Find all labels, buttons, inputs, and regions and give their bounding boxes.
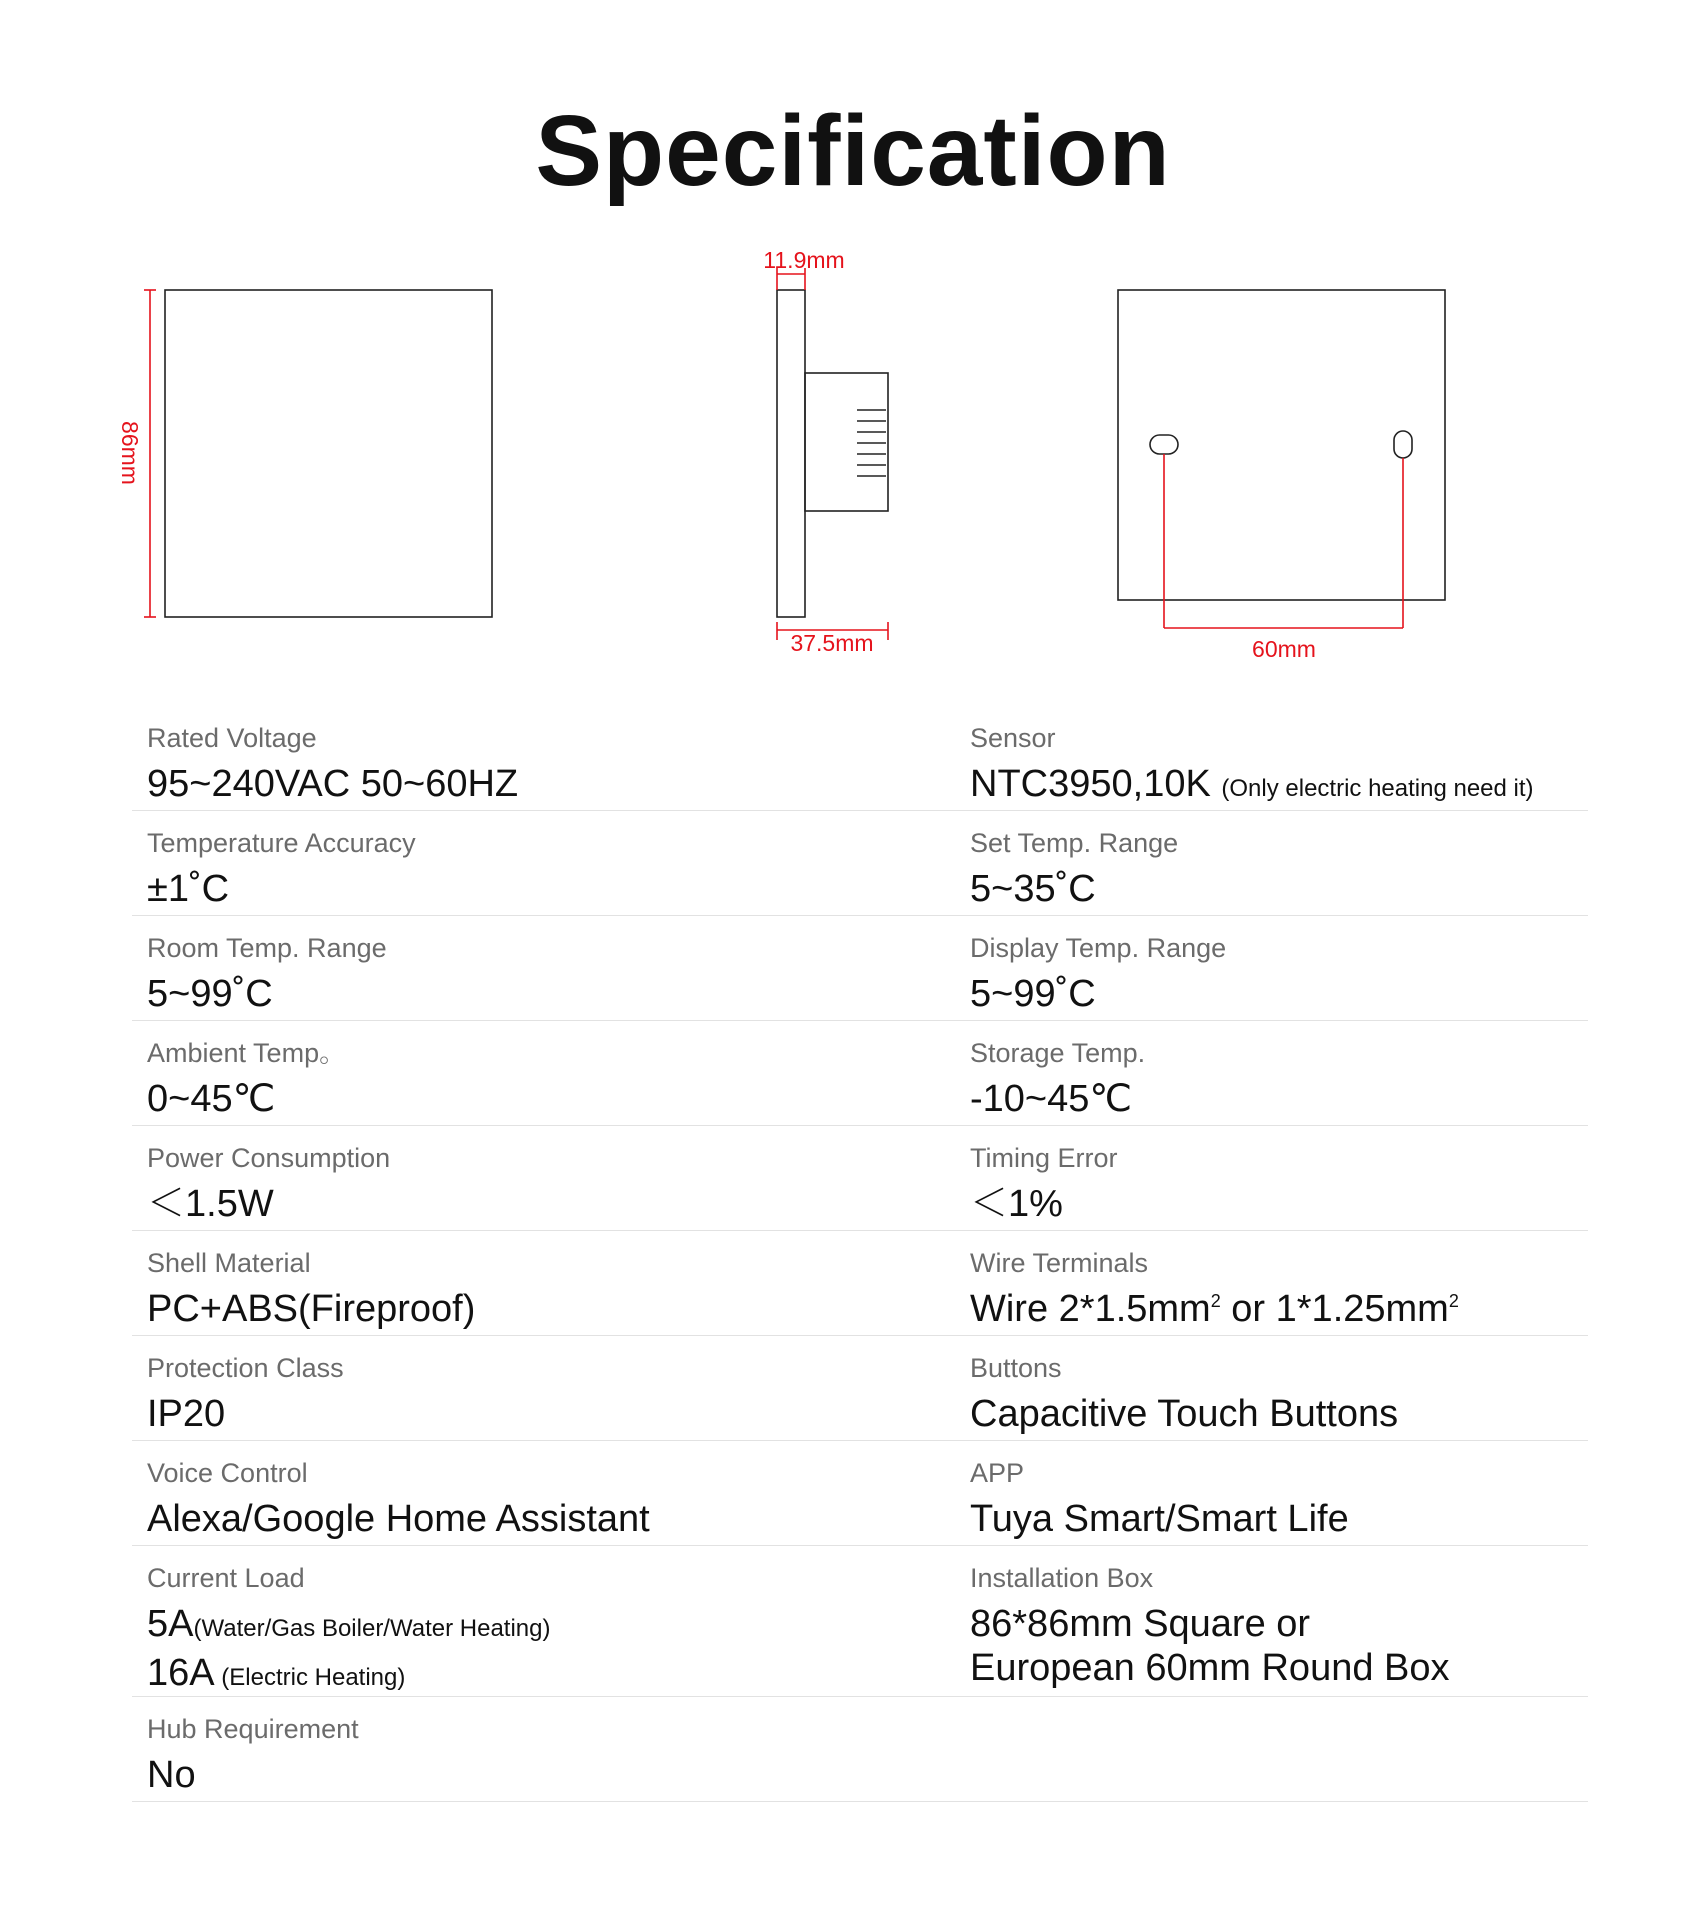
spec-table [132, 706, 1588, 1802]
spec-label: Hub Requirement [147, 1714, 359, 1744]
spec-item [147, 1231, 927, 1331]
spec-row [132, 1021, 1588, 1126]
spec-label: Power Consumption [147, 1143, 391, 1173]
spec-value-note: (Only electric heating need it) [1221, 775, 1534, 802]
spec-value: ±1˚C [147, 868, 230, 910]
spec-row [132, 916, 1588, 1021]
spec-value: 0~45℃ [147, 1078, 276, 1120]
spec-row [132, 1546, 1588, 1697]
spec-value: 5~99˚C [147, 973, 273, 1015]
spec-value-main: 5A [147, 1603, 194, 1645]
spec-item [147, 1697, 927, 1797]
spec-item [147, 811, 927, 911]
spec-row [132, 1126, 1588, 1231]
spec-label: Timing Error [970, 1143, 1118, 1173]
spec-value: No [147, 1754, 196, 1796]
page-title: Specification [535, 95, 1171, 207]
spec-value: PC+ABS(Fireproof) [147, 1288, 476, 1330]
spec-label: Sensor [970, 723, 1056, 753]
spec-value: European 60mm Round Box [970, 1647, 1450, 1689]
depth-dimension-label: 11.9mm [763, 247, 845, 273]
spec-value: 5~99˚C [970, 973, 1096, 1015]
spec-value-note: (Water/Gas Boiler/Water Heating) [193, 1615, 551, 1642]
spec-row [132, 1231, 1588, 1336]
height-dimension-label: 86mm [117, 421, 143, 485]
spec-label: Shell Material [147, 1248, 311, 1278]
spec-value: ＜1% [970, 1183, 1063, 1225]
spec-value: 5~35˚C [970, 868, 1096, 910]
spec-item [147, 1021, 927, 1121]
spec-row [132, 1697, 1588, 1802]
spec-label: Buttons [970, 1353, 1062, 1383]
spec-label: Temperature Accuracy [147, 828, 416, 858]
side-view [763, 247, 888, 656]
dimension-drawing [0, 0, 1706, 700]
spec-label: Protection Class [147, 1353, 344, 1383]
spec-item [970, 1546, 1588, 1690]
spec-value-main: NTC3950,10K [970, 763, 1211, 805]
spec-row [132, 1441, 1588, 1546]
spec-item [970, 1021, 1588, 1121]
spec-value: Tuya Smart/Smart Life [970, 1498, 1349, 1540]
spec-value: 86*86mm Square or [970, 1603, 1311, 1645]
spec-value: 95~240VAC 50~60HZ [147, 763, 519, 805]
back-view [1118, 290, 1445, 662]
spec-value [970, 1287, 1588, 1331]
spec-value-main: 16A [147, 1652, 215, 1694]
spec-item [147, 1441, 927, 1541]
spec-label: Display Temp. Range [970, 933, 1227, 963]
spec-value-note: (Electric Heating) [214, 1664, 406, 1691]
spec-row [132, 811, 1588, 916]
spec-value [147, 1651, 927, 1700]
spec-item [970, 1441, 1588, 1541]
superscript: 2 [1448, 1291, 1459, 1311]
spec-item [147, 1336, 927, 1436]
spec-label: Installation Box [970, 1563, 1154, 1593]
body-depth-dimension-label: 37.5mm [790, 630, 874, 656]
spec-value-part: Wire 2*1.5mm [970, 1288, 1211, 1330]
spec-item [147, 1546, 927, 1700]
spec-item [147, 706, 927, 806]
spec-value: Capacitive Touch Buttons [970, 1393, 1399, 1435]
spec-item [970, 706, 1588, 811]
spec-label: Set Temp. Range [970, 828, 1179, 858]
spec-value: IP20 [147, 1393, 226, 1435]
spec-item [970, 1336, 1588, 1436]
superscript: 2 [1210, 1291, 1221, 1311]
spec-item [970, 916, 1588, 1016]
spec-item [970, 1231, 1588, 1331]
spec-item [147, 916, 927, 1016]
spec-label: Rated Voltage [147, 723, 317, 753]
spec-value [147, 1602, 927, 1651]
spec-label: Storage Temp. [970, 1038, 1146, 1068]
spec-label: Voice Control [147, 1458, 308, 1488]
spec-value: ＜1.5W [147, 1183, 274, 1225]
spec-value: Alexa/Google Home Assistant [147, 1498, 650, 1540]
spec-label: Wire Terminals [970, 1248, 1149, 1278]
hole-spacing-dimension-label: 60mm [1252, 636, 1316, 662]
spec-label: Current Load [147, 1563, 305, 1593]
spec-label: Ambient Temp。 [147, 1038, 347, 1068]
front-view [117, 290, 492, 617]
spec-value-part: or 1*1.25mm [1220, 1288, 1449, 1330]
spec-value [970, 762, 1588, 811]
spec-item [970, 811, 1588, 911]
spec-item [147, 1126, 927, 1226]
spec-row [132, 1336, 1588, 1441]
spec-row [132, 706, 1588, 811]
spec-label: APP [970, 1458, 1025, 1488]
spec-value: -10~45℃ [970, 1078, 1133, 1120]
spec-item [970, 1126, 1588, 1226]
spec-label: Room Temp. Range [147, 933, 387, 963]
